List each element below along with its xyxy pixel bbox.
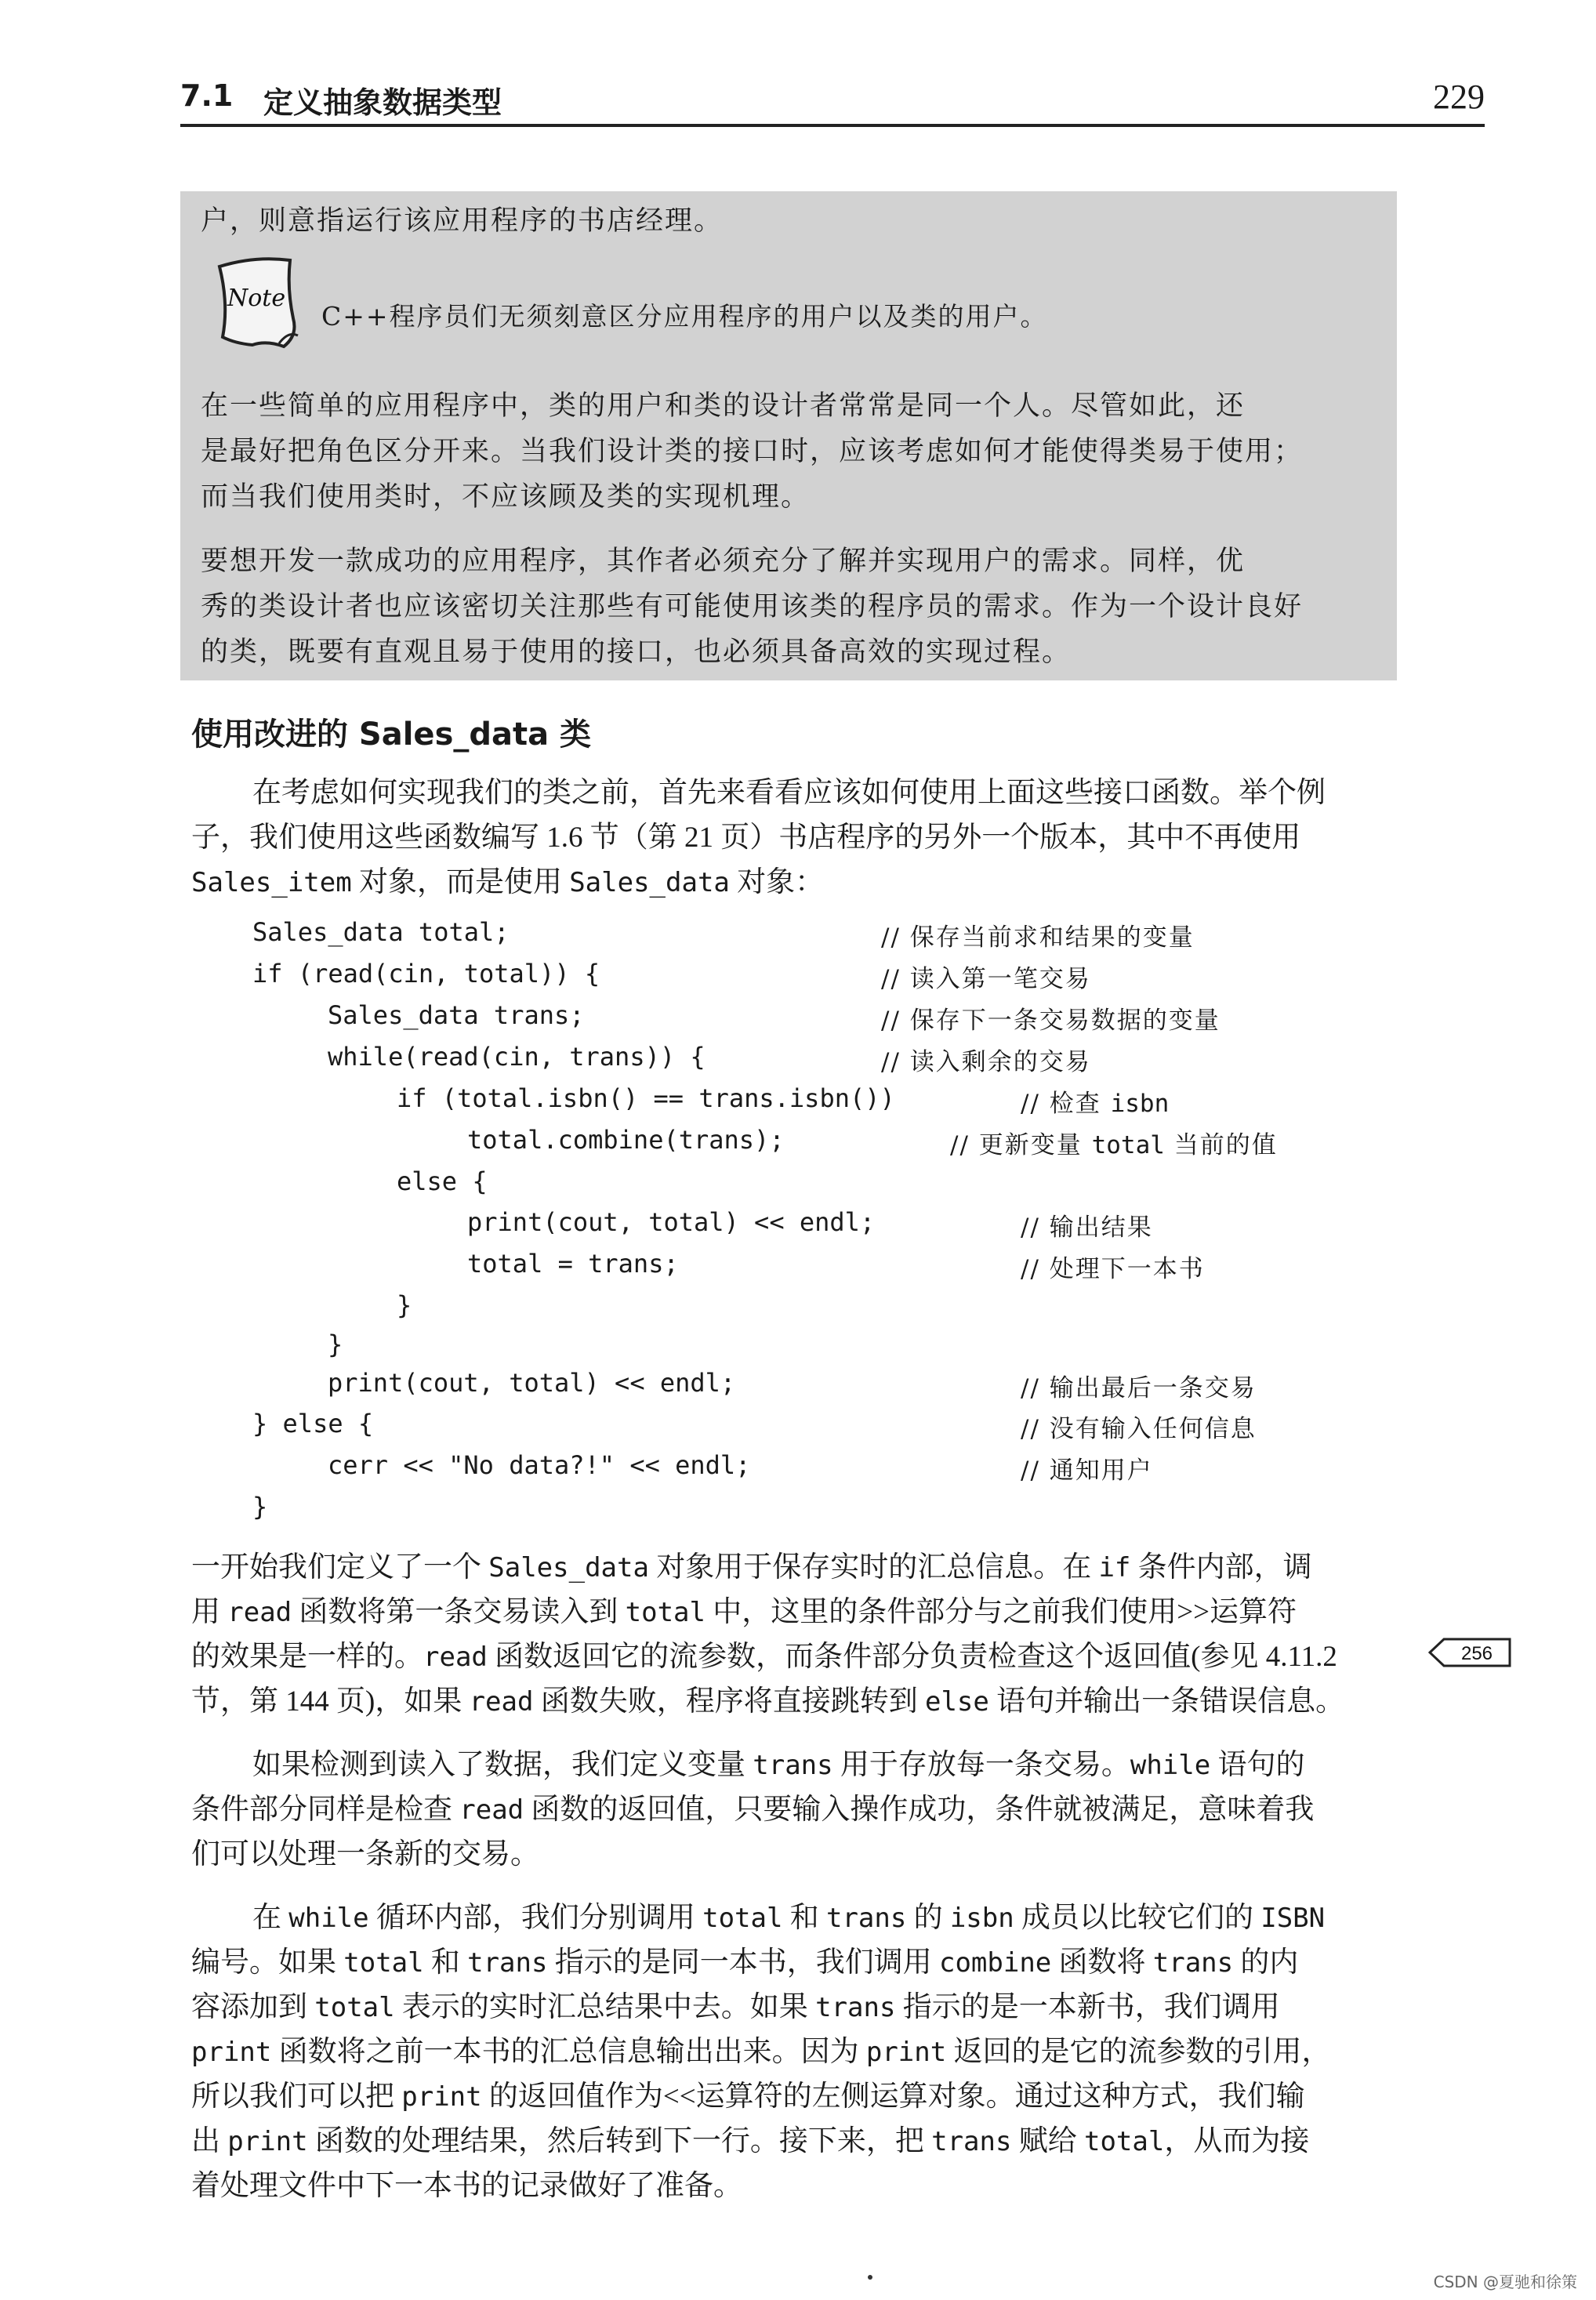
para-line bbox=[191, 2072, 1305, 2114]
text-run: 编号。如果 bbox=[191, 1946, 344, 1979]
inline-code: isbn bbox=[1110, 1090, 1170, 1118]
para-line bbox=[252, 1740, 1304, 1783]
para-line bbox=[191, 1587, 1297, 1630]
inline-code: trans bbox=[467, 1947, 548, 1979]
code-comment: // 读入第一笔交易 bbox=[881, 965, 1091, 993]
inline-code: total bbox=[625, 1597, 706, 1628]
note-text: C++程序员们无须刻意区分应用程序的用户以及类的用户。 bbox=[321, 301, 1048, 332]
para-line bbox=[191, 2117, 1309, 2159]
text-run: 和 bbox=[782, 1902, 826, 1934]
inline-code: print bbox=[401, 2081, 482, 2113]
code-line: total.combine(trans); bbox=[467, 1125, 785, 1155]
para-line bbox=[252, 1893, 1325, 1935]
margin-page-marker bbox=[1428, 1637, 1513, 1671]
code-line: Sales_data total; bbox=[252, 917, 510, 947]
note-icon bbox=[212, 249, 309, 354]
text-run: 语句并输出一条错误信息。 bbox=[988, 1685, 1345, 1718]
intro-line bbox=[191, 858, 824, 900]
text-run: 容添加到 bbox=[191, 1991, 315, 2023]
bottom-dot bbox=[868, 2275, 872, 2280]
inline-code: else bbox=[924, 1686, 989, 1718]
text-run: 语句的 bbox=[1210, 1749, 1305, 1781]
para-line bbox=[191, 1785, 1314, 1827]
code-line: cerr << "No data?!" << endl; bbox=[328, 1450, 751, 1480]
code-comment: // 读入剩余的交易 bbox=[881, 1048, 1091, 1076]
svg-text:Note: Note bbox=[227, 285, 286, 312]
box-line: 是最好把角色区分开来。当我们设计类的接口时，应该考虑如何才能使得类易于使用； bbox=[201, 436, 1304, 467]
box-line: 户，则意指运行该应用程序的书店经理。 bbox=[201, 205, 724, 237]
para-line bbox=[191, 1938, 1298, 1980]
text-run: 对象： bbox=[729, 866, 825, 898]
text-run: // 更新变量 bbox=[950, 1131, 1083, 1159]
inline-code: trans bbox=[815, 1992, 896, 2023]
box-line: 秀的类设计者也应该密切关注那些有可能使用该类的程序员的需求。作为一个设计良好 bbox=[201, 591, 1304, 622]
inline-code: if bbox=[1098, 1552, 1131, 1584]
text-run: 循环内部，我们分别调用 bbox=[368, 1902, 703, 1934]
box-line: 而当我们使用类时，不应该顾及类的实现机理。 bbox=[201, 481, 811, 513]
text-run: 函数的处理结果，然后转到下一行。接下来，把 bbox=[307, 2125, 932, 2157]
code-line: print(cout, total) << endl; bbox=[328, 1368, 736, 1398]
intro-line: 子，我们使用这些函数编写 1.6 节（第 21 页）书店程序的另外一个版本，其中不再使用 bbox=[191, 822, 1301, 854]
text-run: 和 bbox=[423, 1946, 468, 1979]
code-comment: // 输出最后一条交易 bbox=[1021, 1374, 1257, 1402]
para-line bbox=[191, 1677, 1344, 1719]
inline-code: total bbox=[314, 1992, 395, 2023]
section-heading: 使用改进的 Sales_data 类 bbox=[191, 716, 592, 753]
inline-code: print bbox=[865, 2037, 947, 2068]
text-run: 的内 bbox=[1233, 1946, 1299, 1979]
text-run: // 检查 bbox=[1021, 1090, 1101, 1118]
note-box bbox=[180, 191, 1397, 680]
code-line: while(read(cin, trans)) { bbox=[328, 1042, 706, 1072]
inline-code: Sales_data bbox=[488, 1552, 649, 1584]
text-run: 所以我们可以把 bbox=[191, 2081, 402, 2113]
text-run: 函数将 bbox=[1051, 1946, 1153, 1979]
box-line: 要想开发一款成功的应用程序，其作者必须充分了解并实现用户的需求。同样，优 bbox=[201, 546, 1246, 577]
text-run: 指示的是一本新书，我们调用 bbox=[895, 1991, 1280, 2023]
text-run: 表示的实时汇总结果中去。如果 bbox=[394, 1991, 816, 2023]
header-rule bbox=[180, 124, 1485, 127]
para-line bbox=[191, 1983, 1280, 2025]
watermark: CSDN @夏驰和徐策 bbox=[1433, 2273, 1577, 2291]
inline-code: Sales_data bbox=[569, 867, 730, 898]
inline-code: total bbox=[1083, 2126, 1165, 2157]
text-run: 一开始我们定义了一个 bbox=[191, 1551, 489, 1584]
inline-code: read bbox=[227, 1597, 292, 1628]
code-comment: // 保存下一条交易数据的变量 bbox=[881, 1007, 1221, 1035]
para-line: 们可以处理一条新的交易。 bbox=[191, 1838, 539, 1870]
code-line: if (total.isbn() == trans.isbn()) bbox=[397, 1083, 895, 1113]
text-run: 出 bbox=[191, 2125, 228, 2157]
code-line: } bbox=[328, 1330, 343, 1359]
text-run: 函数返回它的流参数，而条件部分负责检查这个返回值(参见 4.11.2 bbox=[487, 1641, 1337, 1673]
box-line: 的类，既要有直观且易于使用的接口，也必须具备高效的实现过程。 bbox=[201, 637, 1072, 668]
inline-code: trans bbox=[931, 2126, 1012, 2157]
inline-code: while bbox=[1130, 1750, 1211, 1781]
code-comment: // 输出结果 bbox=[1021, 1213, 1153, 1242]
inline-code: while bbox=[288, 1903, 369, 1934]
inline-code: trans bbox=[1152, 1947, 1234, 1979]
inline-code: read bbox=[469, 1686, 534, 1718]
inline-code: total bbox=[702, 1903, 783, 1934]
text-run: 当前的值 bbox=[1173, 1131, 1278, 1159]
inline-code: total bbox=[1091, 1131, 1165, 1159]
text-run: 的 bbox=[906, 1902, 950, 1934]
inline-code: trans bbox=[825, 1903, 907, 1934]
text-run: 在 bbox=[252, 1902, 289, 1934]
text-run: 的效果是一样的。 bbox=[191, 1641, 423, 1673]
inline-code: isbn bbox=[949, 1903, 1014, 1934]
svg-text:256: 256 bbox=[1460, 1643, 1493, 1664]
inline-code: read bbox=[423, 1642, 488, 1673]
text-run: 节，第 144 页)，如果 bbox=[191, 1685, 470, 1718]
section-title: 定义抽象数据类型 bbox=[263, 85, 502, 120]
text-run: 如果检测到读入了数据，我们定义变量 bbox=[252, 1749, 753, 1781]
para-line: 着处理文件中下一本书的记录做好了准备。 bbox=[191, 2170, 742, 2202]
inline-code: trans bbox=[753, 1750, 833, 1781]
inline-code: total bbox=[343, 1947, 424, 1979]
code-line: else { bbox=[397, 1166, 488, 1196]
code-comment: // 通知用户 bbox=[1021, 1457, 1153, 1485]
text-run: 的返回值作为<<运算符的左侧运算对象。通过这种方式，我们输 bbox=[481, 2081, 1305, 2113]
page-number: 229 bbox=[1433, 78, 1485, 116]
text-run: 函数将之前一本书的汇总信息输出出来。因为 bbox=[271, 2036, 866, 2068]
text-run: 用 bbox=[191, 1596, 228, 1628]
code-line: total = trans; bbox=[467, 1249, 679, 1279]
inline-code: ISBN bbox=[1260, 1903, 1326, 1934]
code-line: } bbox=[252, 1492, 268, 1522]
inline-code: read bbox=[459, 1794, 524, 1826]
code-line: print(cout, total) << endl; bbox=[467, 1207, 876, 1237]
text-run: 函数的返回值，只要输入操作成功，条件就被满足，意味着我 bbox=[524, 1794, 1315, 1826]
code-line: } else { bbox=[252, 1409, 374, 1438]
code-comment: // 保存当前求和结果的变量 bbox=[881, 923, 1195, 952]
inline-code: print bbox=[191, 2037, 272, 2068]
text-run: 对象用于保存实时的汇总信息。在 bbox=[648, 1551, 1099, 1584]
text-run: 函数失败，程序将直接跳转到 bbox=[533, 1685, 925, 1718]
text-run: 指示的是同一本书，我们调用 bbox=[547, 1946, 939, 1979]
code-comment: // 没有输入任何信息 bbox=[1021, 1415, 1257, 1443]
text-run: 对象，而是使用 bbox=[351, 866, 570, 898]
text-run: 用于存放每一条交易。 bbox=[832, 1749, 1130, 1781]
code-comment bbox=[1021, 1083, 1169, 1119]
code-line: if (read(cin, total)) { bbox=[252, 959, 600, 989]
text-run: 条件内部，调 bbox=[1130, 1551, 1312, 1584]
text-run: 中，这里的条件部分与之前我们使用>>运算符 bbox=[706, 1596, 1297, 1628]
text-run: 函数将第一条交易读入到 bbox=[292, 1596, 626, 1628]
inline-code: Sales_item bbox=[191, 867, 352, 898]
code-comment bbox=[950, 1125, 1278, 1160]
section-number: 7.1 bbox=[180, 78, 234, 113]
text-run: 成员以比较它们的 bbox=[1014, 1902, 1261, 1934]
code-line: } bbox=[397, 1290, 412, 1320]
text-run: 返回的是它的流参数的引用， bbox=[946, 2036, 1331, 2068]
inline-code: combine bbox=[938, 1947, 1052, 1979]
para-line bbox=[191, 1632, 1337, 1674]
intro-line: 在考虑如何实现我们的类之前，首先来看看应该如何使用上面这些接口函数。举个例 bbox=[252, 777, 1326, 809]
text-run: 条件部分同样是检查 bbox=[191, 1794, 460, 1826]
text-run: 赋给 bbox=[1011, 2125, 1084, 2157]
text-run: ，从而为接 bbox=[1164, 2125, 1310, 2157]
para-line bbox=[191, 1543, 1312, 1585]
code-line: Sales_data trans; bbox=[328, 1000, 585, 1030]
box-line: 在一些简单的应用程序中，类的用户和类的设计者常常是同一个人。尽管如此，还 bbox=[201, 390, 1246, 422]
para-line bbox=[191, 2027, 1330, 2070]
inline-code: print bbox=[227, 2126, 308, 2157]
code-comment: // 处理下一本书 bbox=[1021, 1255, 1205, 1283]
